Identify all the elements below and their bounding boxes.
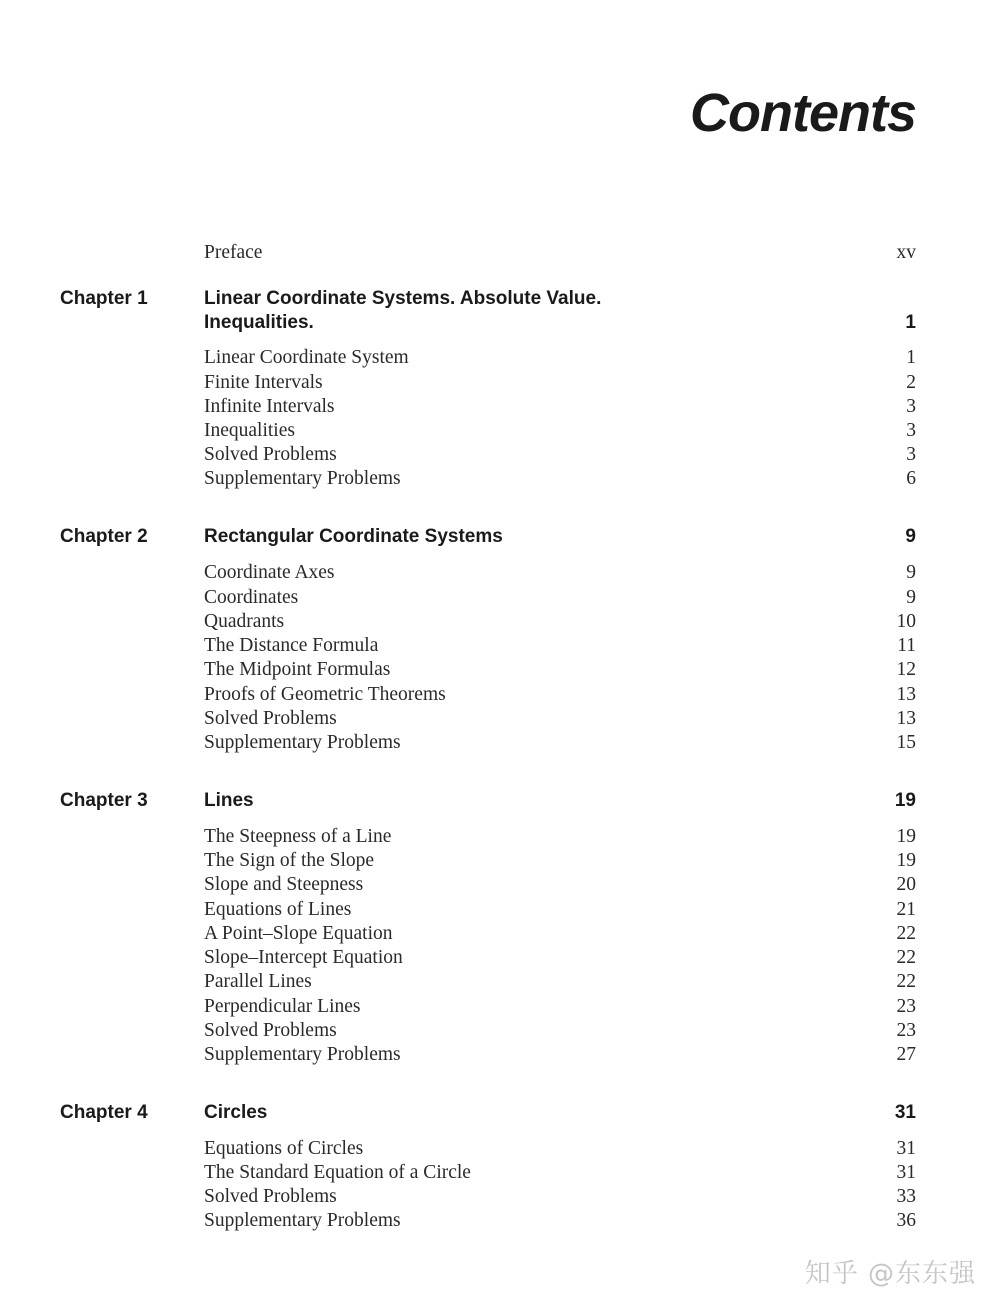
entry-label: The Sign of the Slope — [204, 850, 375, 871]
section-entry[interactable] — [204, 1137, 916, 1161]
section-entry[interactable] — [204, 634, 916, 658]
section-entry[interactable] — [204, 873, 916, 897]
entry-page: 22 — [896, 971, 916, 992]
entry-label: Finite Intervals — [204, 372, 323, 393]
entry-page: 15 — [896, 732, 916, 753]
entry-page: 9 — [906, 562, 916, 583]
section-entry[interactable] — [204, 683, 916, 707]
section-entry[interactable] — [204, 658, 916, 682]
entry-label: Equations of Lines — [204, 899, 352, 920]
entry-page: 22 — [896, 923, 916, 944]
entry-label: Inequalities — [204, 420, 295, 441]
chapter-label: Chapter 2 — [60, 526, 148, 547]
entry-label: The Distance Formula — [204, 635, 379, 656]
section-entry[interactable] — [204, 395, 916, 419]
entry-page: 21 — [896, 899, 916, 920]
entry-page: 10 — [896, 611, 916, 632]
entry-page: 33 — [896, 1186, 916, 1207]
entry-label: Supplementary Problems — [204, 732, 401, 753]
entry-page: 36 — [896, 1210, 916, 1231]
entry-page: 3 — [906, 420, 916, 441]
section-entry[interactable] — [204, 586, 916, 610]
section-entry[interactable] — [204, 561, 916, 585]
chapter-title-line[interactable]: Inequalities. — [204, 312, 314, 333]
entry-label: Quadrants — [204, 611, 285, 632]
entry-label: Solved Problems — [204, 1020, 337, 1041]
section-entry[interactable] — [204, 443, 916, 467]
section-entry[interactable] — [204, 1043, 916, 1067]
entry-label: Supplementary Problems — [204, 468, 401, 489]
entry-label: Slope and Steepness — [204, 874, 364, 895]
chapter-page: 31 — [894, 1102, 916, 1123]
section-entry[interactable] — [204, 707, 916, 731]
section-entry[interactable] — [204, 467, 916, 491]
entry-label: The Standard Equation of a Circle — [204, 1162, 471, 1183]
entry-page: 3 — [906, 444, 916, 465]
entry-page: 9 — [906, 587, 916, 608]
section-entry[interactable] — [204, 346, 916, 370]
entry-label: Coordinate Axes — [204, 562, 335, 583]
section-entry[interactable] — [204, 995, 916, 1019]
entry-label: Solved Problems — [204, 444, 337, 465]
entry-label: Coordinates — [204, 587, 299, 608]
section-entry[interactable] — [204, 419, 916, 443]
section-entry[interactable] — [204, 610, 916, 634]
entry-label: Infinite Intervals — [204, 396, 335, 417]
chapter-label: Chapter 3 — [60, 790, 148, 811]
chapter-title-line[interactable]: Rectangular Coordinate Systems — [204, 526, 503, 547]
entry-page: 11 — [897, 635, 916, 656]
section-entry[interactable] — [204, 922, 916, 946]
chapter-label: Chapter 1 — [60, 288, 148, 309]
entry-label: Proofs of Geometric Theorems — [204, 684, 446, 705]
chapter-title-line[interactable]: Linear Coordinate Systems. Absolute Value. — [204, 288, 602, 309]
entry-label: Solved Problems — [204, 1186, 337, 1207]
entry-page: 27 — [896, 1044, 916, 1065]
entry-label: Slope–Intercept Equation — [204, 947, 403, 968]
chapter-title-line[interactable]: Circles — [204, 1102, 268, 1123]
entry-page: 31 — [896, 1138, 916, 1159]
chapter-page: 19 — [894, 790, 916, 811]
entry-page: 13 — [896, 684, 916, 705]
entry-page: 1 — [906, 347, 916, 368]
section-entry[interactable] — [204, 1209, 916, 1233]
entry-label: The Steepness of a Line — [204, 826, 392, 847]
section-entry[interactable] — [204, 849, 916, 873]
section-entry[interactable] — [204, 898, 916, 922]
entry-label: Perpendicular Lines — [204, 996, 361, 1017]
section-entry[interactable] — [204, 1185, 916, 1209]
entry-page: 19 — [896, 850, 916, 871]
section-entry[interactable] — [204, 731, 916, 755]
section-entry[interactable] — [204, 946, 916, 970]
chapter-page: 1 — [905, 312, 916, 333]
page-title: Contents — [690, 83, 916, 143]
section-entry[interactable] — [204, 970, 916, 994]
entry-page: 13 — [896, 708, 916, 729]
section-entry[interactable] — [204, 825, 916, 849]
entry-label: Parallel Lines — [204, 971, 312, 992]
chapter-page: 9 — [905, 526, 916, 547]
entry-page: 2 — [906, 372, 916, 393]
watermark: 知乎 @东东强 — [804, 1259, 976, 1289]
entry-page: 3 — [906, 396, 916, 417]
chapter-label: Chapter 4 — [60, 1102, 148, 1123]
entry-page: 23 — [896, 1020, 916, 1041]
entry-label: Linear Coordinate System — [204, 347, 409, 368]
entry-label: Solved Problems — [204, 708, 337, 729]
entry-page: 23 — [896, 996, 916, 1017]
preface-entry[interactable] — [204, 241, 916, 265]
entry-page: 22 — [896, 947, 916, 968]
entry-page: 12 — [896, 659, 916, 680]
entry-label: Equations of Circles — [204, 1138, 364, 1159]
section-entry[interactable] — [204, 1019, 916, 1043]
section-entry[interactable] — [204, 1161, 916, 1185]
entry-page: 6 — [906, 468, 916, 489]
entry-label: Supplementary Problems — [204, 1044, 401, 1065]
entry-label: A Point–Slope Equation — [204, 923, 393, 944]
chapter-title-line[interactable]: Lines — [204, 790, 254, 811]
entry-page: 20 — [896, 874, 916, 895]
entry-page: 31 — [896, 1162, 916, 1183]
entry-page: 19 — [896, 826, 916, 847]
entry-label: Preface — [204, 242, 263, 263]
entry-label: Supplementary Problems — [204, 1210, 401, 1231]
section-entry[interactable] — [204, 371, 916, 395]
entry-label: The Midpoint Formulas — [204, 659, 391, 680]
entry-page: xv — [896, 242, 916, 263]
